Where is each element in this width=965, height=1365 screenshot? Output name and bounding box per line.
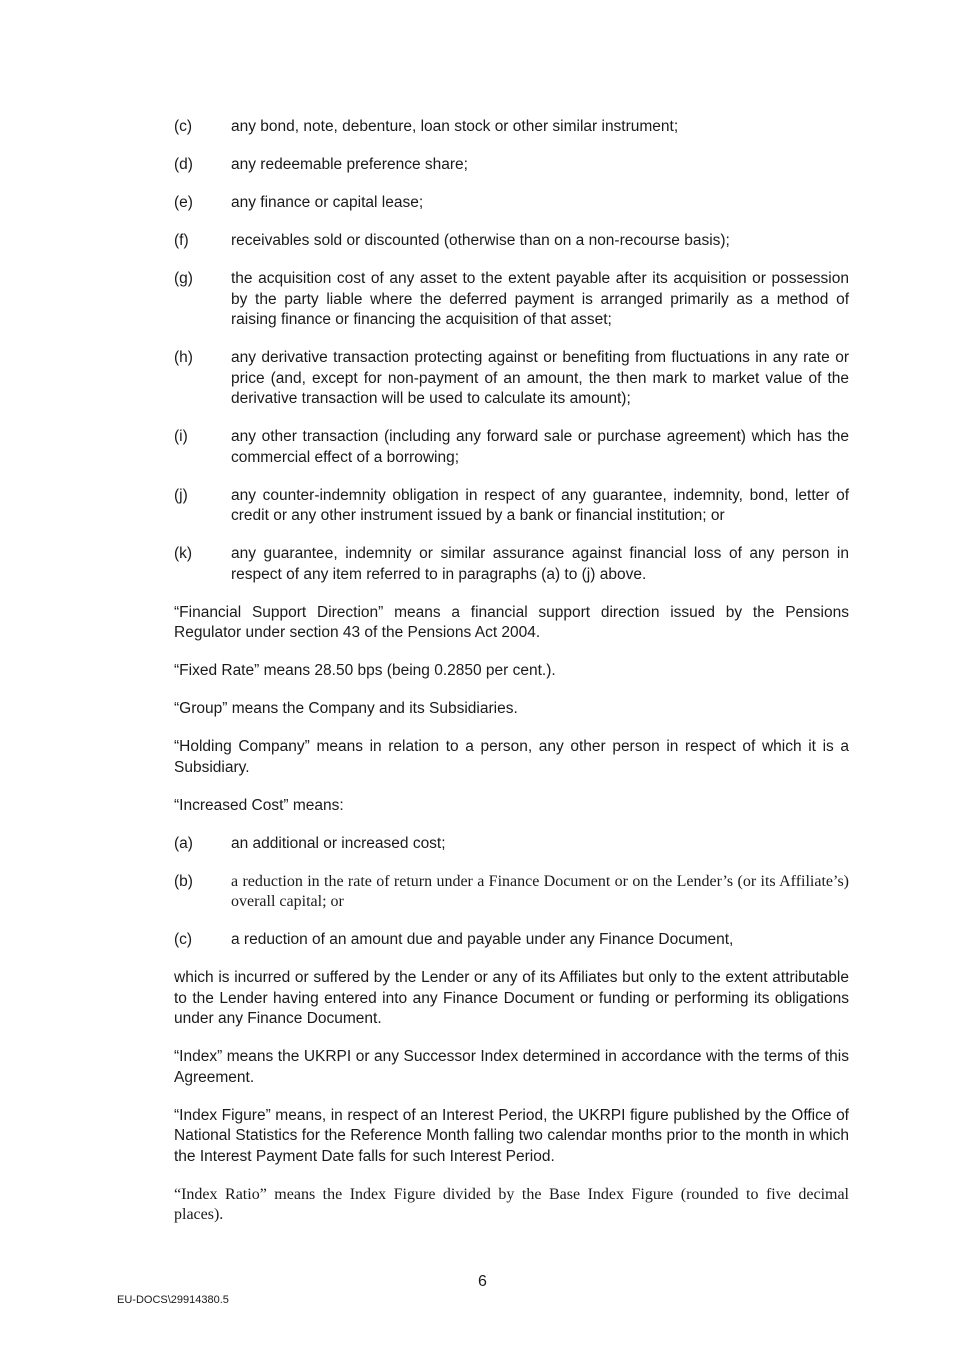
document-reference: EU-DOCS\29914380.5 [117,1294,229,1306]
page-content [174,117,849,1243]
list-marker: (a) [174,834,193,852]
list-item-k [174,544,849,585]
list-text: any finance or capital lease; [231,194,424,211]
list-item-j [174,486,849,527]
definition-index-ratio: “Index Ratio” means the Index Figure divided by the Base Index Figure (rounded to five decimal places). [174,1185,849,1223]
list-marker: (k) [174,545,193,562]
list-item-i [174,427,849,468]
definition-fixed-rate: “Fixed Rate” means 28.50 bps (being 0.2850 per cent.). [174,662,556,679]
list-item-c [174,117,849,138]
list-marker: (g) [174,270,193,287]
definition-holding-company: “Holding Company” means in relation to a person, any other person in respect of which it is a Subsidiary. [174,738,849,776]
increased-cost-tail: which is incurred or suffered by the Lender or any of its Affiliates but only to the extent attributable to the Lender having entered into any Finance Document or funding or performing its obligations under any Finance Document. [174,969,849,1027]
list-marker: (b) [174,872,193,890]
page-number: 6 [478,1273,487,1290]
definition-increased-cost: “Increased Cost” means: [174,796,344,814]
list-text: any counter-indemnity obligation in respect of any guarantee, indemnity, bond, letter of credit or any other instrument issued by a bank or financial institution; or [231,486,849,524]
list-marker: (j) [174,486,188,504]
list-item-h [174,348,849,410]
definition-index-figure: “Index Figure” means, in respect of an Interest Period, the UKRPI figure published by the Office of National Statistics for the Reference Month falling two calendar months prior to the month in which the Interest Payment Date falls for such Interest Period. [174,1106,849,1165]
list-item-d [174,155,849,176]
list-text: any other transaction (including any forward sale or purchase agreement) which has the commercial effect of a borrowing; [231,428,849,466]
list-text: the acquisition cost of any asset to the extent payable after its acquisition or possession by the party liable where the deferred payment is arranged primarily as a method of raising finance or financing the acquisition of that asset; [231,270,849,328]
increased-cost-item-c [174,930,849,951]
list-marker: (h) [174,349,193,366]
list-item-f [174,231,849,252]
list-text: a reduction of an amount due and payable under any Finance Document, [231,931,734,948]
list-text: an additional or increased cost; [231,834,446,852]
increased-cost-item-a [174,834,849,855]
list-item-e [174,193,849,214]
list-marker: (c) [174,118,193,135]
list-marker: (f) [174,232,189,249]
list-text: any redeemable preference share; [231,156,468,173]
definition-financial-support-direction: “Financial Support Direction” means a financial support direction issued by the Pensions Regulator under section 43 of the Pensions Act 2004. [174,603,849,641]
list-marker: (c) [174,931,193,948]
increased-cost-item-b [174,872,849,913]
list-text: any derivative transaction protecting against or benefiting from fluctuations in any rate or price (and, except for non-payment of an amount, the then mark to market value of the derivative transaction will be used to calculate its amount); [231,349,849,407]
list-marker: (e) [174,194,193,211]
list-text: any bond, note, debenture, loan stock or other similar instrument; [231,118,679,135]
list-text: any guarantee, indemnity or similar assurance against financial loss of any person in respect of any item referred to in paragraphs (a) to (j) above. [231,545,849,583]
definition-group: “Group” means the Company and its Subsidiaries. [174,700,518,717]
list-marker: (i) [174,428,188,445]
list-text: a reduction in the rate of return under a Finance Document or on the Lender’s (or its Affiliate’s) overall capital; or [231,872,849,910]
list-text: receivables sold or discounted (otherwise than on a non-recourse basis); [231,232,730,249]
list-marker: (d) [174,156,193,173]
list-item-g [174,269,849,331]
definition-index: “Index” means the UKRPI or any Successor Index determined in accordance with the terms of this Agreement. [174,1048,849,1086]
